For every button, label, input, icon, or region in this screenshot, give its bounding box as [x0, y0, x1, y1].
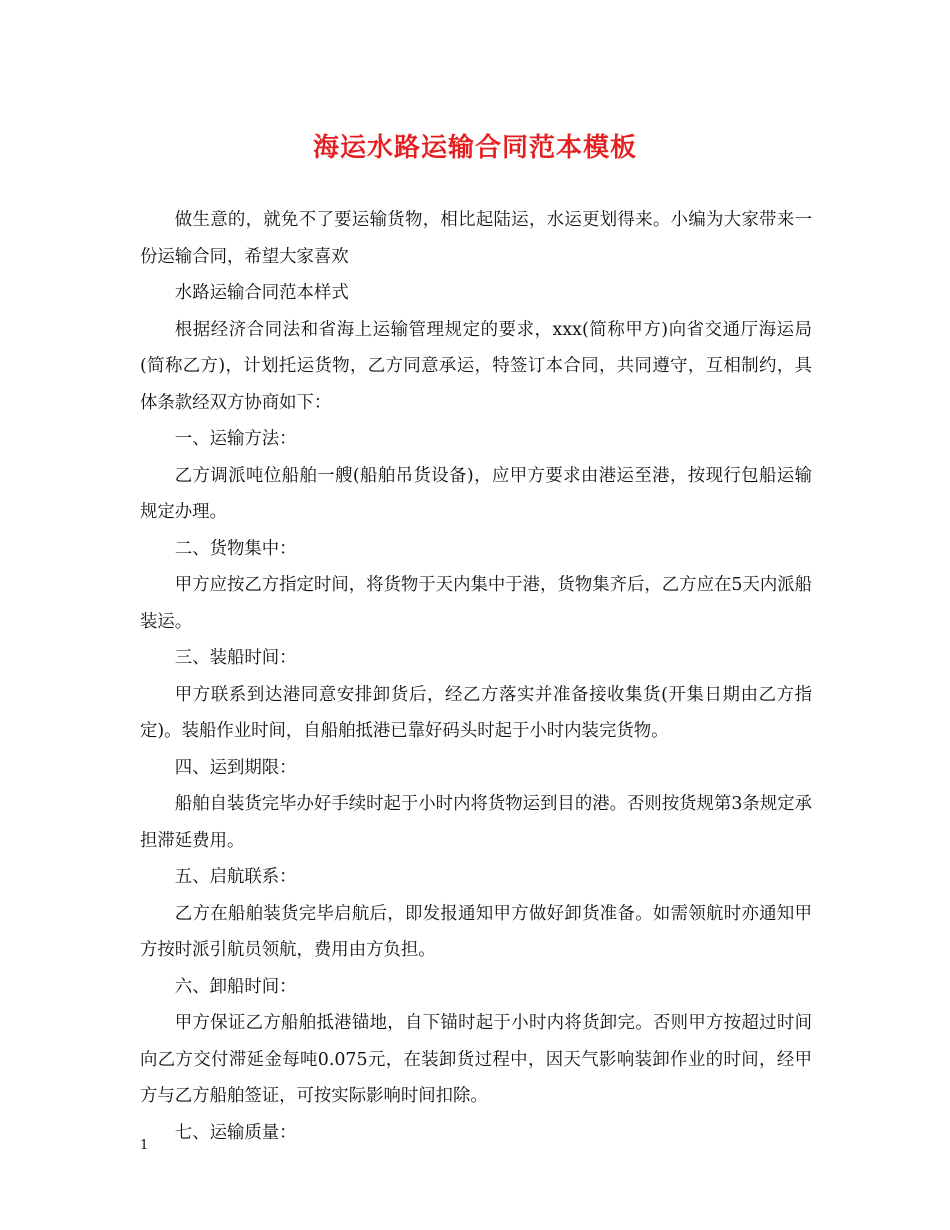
- paragraph: 甲方保证乙方船舶抵港锚地，自下锚时起于小时内将货卸完。否则甲方按超过时间向乙方交付滞延金每吨0.075元，在装卸货过程中，因天气影响装卸作业的时间，经甲方与乙方船舶签证，可按实际影响时间扣除。: [140, 1013, 812, 1106]
- clause-heading: 七、运输质量：: [174, 1122, 297, 1143]
- clause-heading: 一、运输方法：: [174, 429, 297, 449]
- paragraph: 甲方联系到达港同意安排卸货后，经乙方落实并准备接收集货(开集日期由乙方指定)。装船作业时间，自船舶抵港已靠好码头时起于小时内装完货物。: [140, 684, 812, 741]
- page-number: 1: [140, 1138, 149, 1153]
- paragraph: 乙方在船舶装货完毕启航后，即发报通知甲方做好卸货准备。如需领航时亦通知甲方按时派引航员领航，费用由方负担。: [140, 903, 812, 960]
- clause-heading: 四、运到期限：: [174, 757, 297, 778]
- paragraph: 船舶自装货完毕办好手续时起于小时内将货物运到目的港。否则按货规第3条规定承担滞延费用。: [140, 794, 812, 851]
- paragraph: 做生意的，就免不了要运输货物，相比起陆运，水运更划得来。小编为大家带来一份运输合同，希望大家喜欢: [140, 210, 812, 267]
- document-body: [140, 202, 812, 1151]
- section-heading: 水路运输合同范本样式: [174, 283, 349, 303]
- clause-heading: 三、装船时间：: [174, 648, 297, 668]
- clause-heading: 五、启航联系：: [174, 867, 297, 887]
- clause-heading: 二、货物集中：: [174, 538, 297, 559]
- clause-heading: 六、卸船时间：: [174, 976, 297, 997]
- paragraph: 乙方调派吨位船舶一艘(船舶吊货设备)，应甲方要求由港运至港，按现行包船运输规定办理。: [140, 465, 812, 522]
- document-title: 海运水路运输合同范本模板: [312, 133, 637, 163]
- paragraph: 根据经济合同法和省海上运输管理规定的要求，xxx(简称甲方)向省交通厅海运局(简称乙方)，计划托运货物，乙方同意承运，特签订本合同，共同遵守，互相制约，具体条款经双方协商如下：: [140, 319, 812, 413]
- paragraph: 甲方应按乙方指定时间，将货物于天内集中于港，货物集齐后，乙方应在5天内派船装运。: [140, 575, 812, 632]
